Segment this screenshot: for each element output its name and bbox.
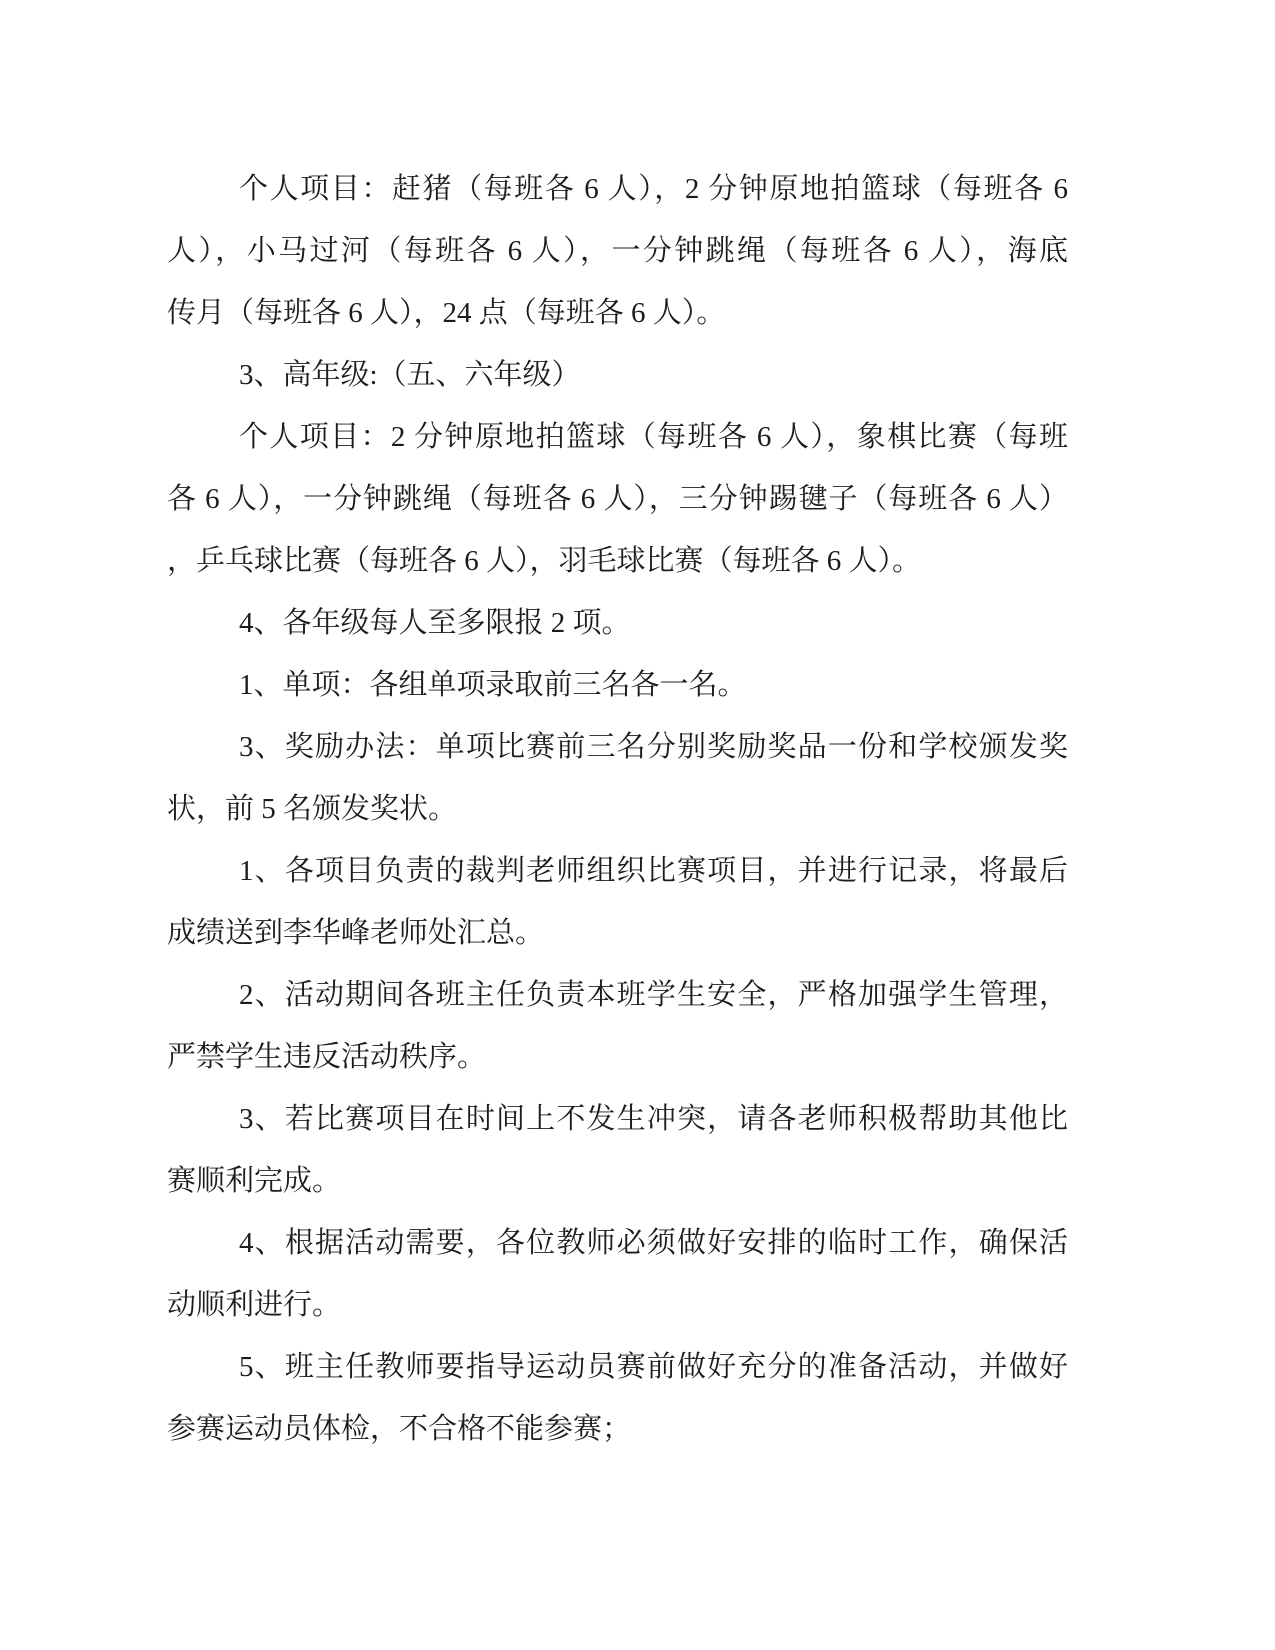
document-line: 各 6 人），一分钟跳绳（每班各 6 人），三分钟踢毽子（每班各 6 人） [167, 483, 1068, 515]
document-line: 传月（每班各 6 人），24 点（每班各 6 人）。 [167, 297, 726, 329]
document-line: 4、根据活动需要，各位教师必须做好安排的临时工作，确保活 [239, 1227, 1068, 1259]
document-line: 3、高年级:（五、六年级） [239, 359, 581, 391]
document-line: 个人项目：2 分钟原地拍篮球（每班各 6 人），象棋比赛（每班 [239, 421, 1068, 453]
document-line: 1、各项目负责的裁判老师组织比赛项目，并进行记录，将最后 [239, 855, 1068, 887]
document-line: 1、单项：各组单项录取前三名各一名。 [239, 669, 747, 701]
document-line: 赛顺利完成。 [167, 1165, 342, 1197]
document-line: 2、活动期间各班主任负责本班学生安全，严格加强学生管理， [239, 979, 1068, 1011]
document-line: 人），小马过河（每班各 6 人），一分钟跳绳（每班各 6 人），海底 [167, 235, 1068, 267]
document-line: 3、若比赛项目在时间上不发生冲突，请各老师积极帮助其他比 [239, 1103, 1068, 1135]
document-line: 严禁学生违反活动秩序。 [167, 1041, 487, 1073]
document-line: 4、各年级每人至多限报 2 项。 [239, 607, 631, 639]
document-line: 动顺利进行。 [167, 1289, 342, 1321]
document-body [167, 158, 1068, 1460]
document-line: 5、班主任教师要指导运动员赛前做好充分的准备活动，并做好 [239, 1351, 1068, 1383]
document-line: ，乒乓球比赛（每班各 6 人），羽毛球比赛（每班各 6 人）。 [167, 545, 922, 577]
document-line: 参赛运动员体检，不合格不能参赛； [167, 1413, 632, 1445]
document-line: 状，前 5 名颁发奖状。 [167, 793, 458, 825]
document-line: 个人项目：赶猪（每班各 6 人），2 分钟原地拍篮球（每班各 6 [239, 173, 1068, 205]
document-line: 成绩送到李华峰老师处汇总。 [167, 917, 545, 949]
document-line: 3、奖励办法：单项比赛前三名分别奖励奖品一份和学校颁发奖 [239, 731, 1068, 763]
